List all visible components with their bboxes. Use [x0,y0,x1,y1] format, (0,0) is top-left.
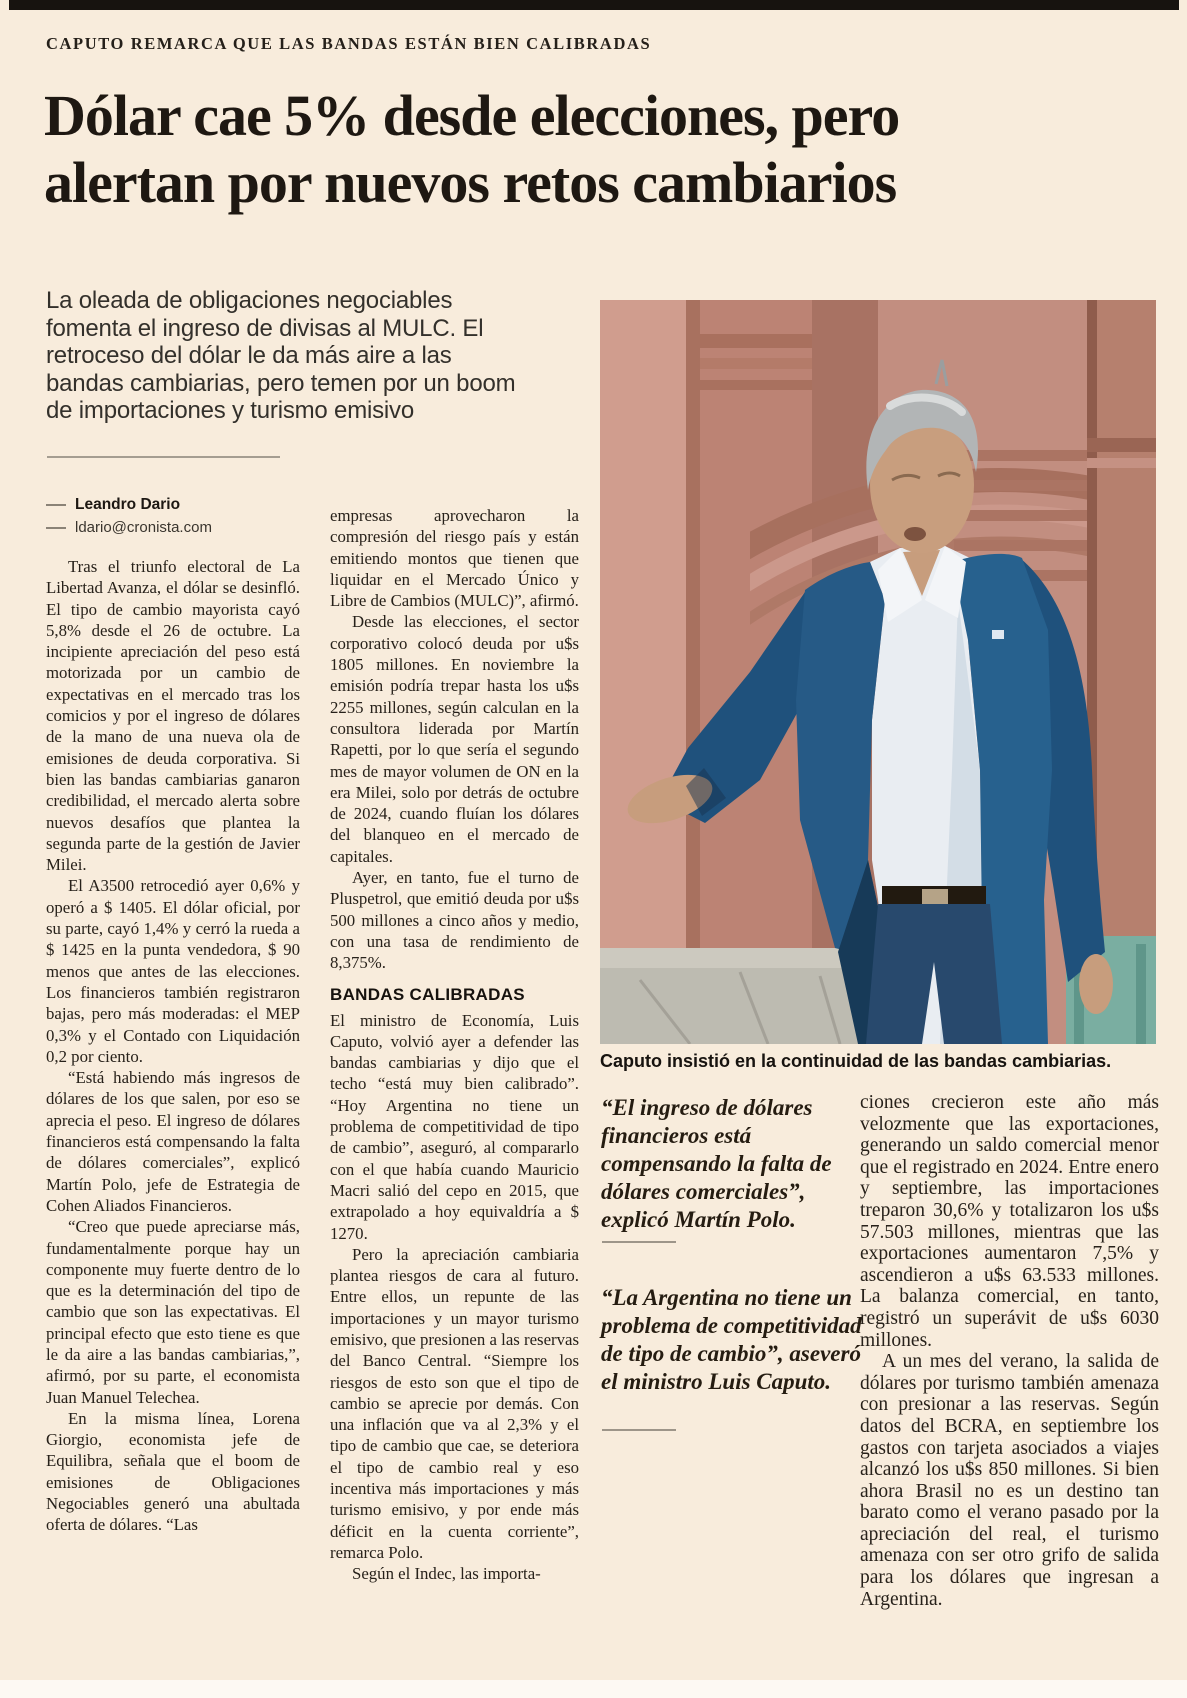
byline-email-row [46,519,296,537]
body-paragraph: “Está habiendo más ingresos de dólares de los que salen, por eso se aprecia el peso. El ingreso de dólares financieros está compensando la falta de dólares comerciales”, explicó Martín Polo, jefe de Estrategia de Cohen Aliados Financieros. [46,1068,300,1215]
pull-quote-2: “La Argentina no tiene un problema de competitividad de tipo de cambio”, aseveró el ministro Luis Caputo. [601,1285,862,1394]
byline-author: Leandro Dario [75,496,181,513]
kicker: CAPUTO REMARCA QUE LAS BANDAS ESTÁN BIEN CALIBRADAS [46,34,652,53]
body-paragraph: empresas aprovecharon la compresión del riesgo país y están emitiendo montos que tienen que liquidar en el Mercado Único y Libre de Cambios (MULC)”, afirmó. [330,506,579,611]
body-paragraph: “Creo que puede apreciarse más, fundamentalmente porque hay un componente muy fuerte dentro de lo que es la determinación del tipo de cambio que son las expectativas. El principal efecto que esto tiene es que le da aire a las bandas cambiarias,”, afirmó, por su parte, el economista Juan Manuel Telechea. [46,1217,300,1407]
body-column-2 [330,505,579,1585]
body-paragraph: En la misma línea, Lorena Giorgio, economista jefe de Equilibra, señala que el boom de emisiones de Obligaciones Negociables generó una abultada oferta de dólares. “Las [46,1408,300,1535]
body-paragraph: Tras el triunfo electoral de La Libertad Avanza, el dólar se desinfló. El tipo de cambio mayorista cayó 5,8% desde el 26 de octubre. La incipiente apreciación del peso está motorizada por un cambio de expectativas en el mercado tras los comicios y por el ingreso de dólares de la mano de una nueva ola de emisiones de deuda corporativa. Si bien las bandas cambiarias ganaron credibilidad, el mercado alerta sobre nuevos desafíos que plantea la segunda parte de la gestión de Javier Milei. [46,557,300,875]
photo-caption: Caputo insistió en la continuidad de las bandas cambiarias. [600,1051,1112,1071]
byline-dash [46,527,66,529]
body-paragraph: A un mes del verano, la salida de dólares por turismo también amenaza con presionar a las reservas. Según datos del BCRA, en septiembre los gastos con tarjeta asociados a viajes alcanzó los u$s 850 millones. Si bien ahora Brasil no es un destino tan barato como el verano pasado por la apreciación del real, el turismo amenaza con ser otro grifo de salida para los dólares que ingresan a Argentina. [860,1351,1159,1610]
body-paragraph: Ayer, en tanto, fue el turno de Pluspetrol, que emitió deuda por u$s 500 millones a cinco años y medio, con una tasa de rendimiento de 8,375%. [330,868,579,973]
byline-divider [47,456,280,458]
headline-line-1: Dólar cae 5% desde elecciones, pero [44,83,900,148]
headline [44,82,1164,216]
section-header: BANDAS CALIBRADAS [330,984,525,1004]
body-column-3 [860,1092,1159,1610]
byline-dash [46,504,66,506]
lede: La oleada de obligaciones negociables fomenta el ingreso de divisas al MULC. El retroceso del dólar le da más aire a las bandas cambiarias, pero temen por un boom de importaciones y turismo emisivo [46,287,516,425]
byline [46,496,296,542]
body-paragraph: Pero la apreciación cambiaria plantea riesgos de cara al futuro. Entre ellos, un repunte de las importaciones y un mayor turismo emisivo, que presionen a las reservas del Banco Central. “Siempre los riesgos de esto son que el tipo de cambio se aprecie por demás. Con una inflación que va al 2,3% y el tipo de cambio que cae, se deteriora el tipo de cambio real y eso incentiva más importaciones y más turismo emisivo, y por ende más déficit en la cuenta corriente”, remarca Polo. [330,1244,579,1562]
article-photo [600,300,1156,1044]
headline-line-2: alertan por nuevos retos cambiarios [44,150,897,215]
page-bottom-edge [0,1680,1187,1698]
pull-quote-divider [602,1429,676,1431]
body-paragraph: El A3500 retrocedió ayer 0,6% y operó a $ 1405. El dólar oficial, por su parte, cayó 1,4% y cerró la rueda a $ 1425 en la punta vendedora, $ 90 menos que antes de las elecciones. Los financieros también registraron bajas, pero más moderadas: el MEP 0,3% y el Contado con Liquidación 0,2 por ciento. [46,876,300,1066]
body-column-1 [46,556,300,1536]
byline-email-link[interactable]: ldario@cronista.com [75,519,212,536]
body-paragraph: Según el Indec, las importa- [352,1564,541,1584]
pull-quote-divider [602,1241,676,1243]
body-paragraph: El ministro de Economía, Luis Caputo, volvió ayer a defender las bandas cambiarias y dijo que el techo “está muy bien calibrado”. “Hoy Argentina no tiene un problema de competitividad de tipo de cambio”, aseguró, al compararlo con el que había cuando Mauricio Macri salió del cepo en 2015, que extrapolado a hoy equivaldría a $ 1270. [330,1010,579,1243]
byline-author-row [46,496,296,514]
body-paragraph: ciones crecieron este año más velozmente que las exportaciones, generando un saldo comercial menor que el registrado en 2024. Entre enero y septiembre, las importaciones treparon 30,6% y totalizaron los u$s 57.503 millones, mientras que las exportaciones aumentaron 7,5% y ascendieron a u$s 63.533 millones. La balanza comercial, en tanto, registró un superávit de u$s 6030 millones. [860,1092,1159,1351]
page-top-rule [9,0,1179,10]
body-paragraph: Desde las elecciones, el sector corporativo colocó deuda por u$s 1805 millones. En noviembre la emisión podría trepar hasta los u$s 2255 millones, según calculan en la consultora liderada por Martín Rapetti, por lo que sería el segundo mes de mayor volumen de ON en la era Milei, solo por detrás de octubre de 2024, cuando fluían los dólares del blanqueo en el mercado de capitales. [330,612,579,866]
photo-illustration [600,300,1156,1044]
pull-quote-1: “El ingreso de dólares financieros está compensando la falta de dólares comerciales”, explicó Martín Polo. [601,1095,832,1232]
